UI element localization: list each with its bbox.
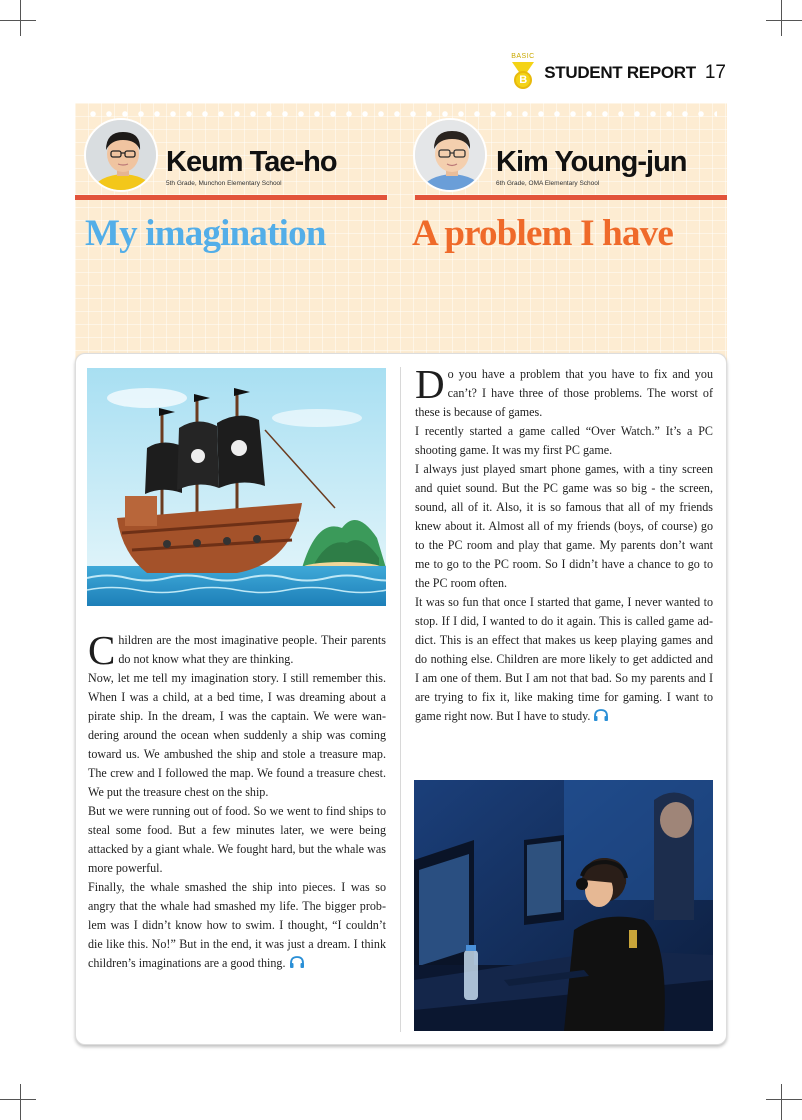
crop-mark bbox=[781, 1084, 782, 1120]
divider-rule-left bbox=[75, 195, 387, 200]
pc-room-gamer-photo bbox=[414, 780, 713, 1031]
paragraph: It was so fun that once I started that game, I never wanted to stop. If I did, I wanted to do it again. This is called game ad-dict. This is an effect that makes us keep playing games and do nothing else. Children are more likely to get addicted and I am one of them. But I am not that bad. So my parents and I are trying to fix it, like making time for gaming. I want to game right now. But I have to study. bbox=[415, 593, 713, 728]
article-title-right: A problem I have bbox=[412, 213, 673, 254]
avatar-keum-tae-ho bbox=[84, 118, 158, 192]
crop-mark bbox=[20, 1084, 21, 1120]
article-title-left: My imagination bbox=[85, 213, 326, 254]
author-name-right: Kim Young-jun bbox=[496, 146, 687, 178]
page-number: 17 bbox=[704, 62, 726, 83]
column-divider bbox=[400, 367, 401, 1032]
pirate-ship-illustration bbox=[87, 368, 386, 606]
page-header bbox=[510, 50, 726, 96]
drop-cap: C bbox=[88, 627, 116, 673]
drop-cap: D bbox=[415, 361, 445, 407]
crop-mark bbox=[766, 20, 802, 21]
author-school-left: 5th Grade, Munchon Elementary School bbox=[166, 180, 282, 187]
avatar-kim-young-jun bbox=[413, 118, 487, 192]
crop-mark bbox=[20, 0, 21, 36]
badge-label: BASIC bbox=[511, 53, 535, 60]
paragraph: Children are the most imaginative people. Their parents do not know what they are thinking. bbox=[88, 627, 386, 673]
paragraph: Finally, the whale smashed the ship into pieces. I was so angry that the whale had smashed my life. The bigger prob-lem was I didn’t know how to swim. I thought, “I couldn’t die like this. No!” But in the end, it was just a dream. I think children’s imaginations are a good thing. bbox=[88, 878, 386, 975]
panel-dot-border bbox=[85, 110, 717, 118]
crop-mark bbox=[0, 1099, 36, 1100]
paragraph: Now, let me tell my imagination story. I still remember this. When I was a child, at a bed time, I was dreaming about a pirate ship. In the dream, I was the captain. We were wan-dering around the ocean when suddenly a ship was coming toward us. We ambushed the ship and stole a treasure map. The crew and I followed the map. We found a treasure chest. We put the treasure chest on the ship. bbox=[88, 671, 386, 799]
article-body-left bbox=[88, 627, 386, 975]
paragraph: Do you have a problem that you have to fix and you can’t? I have three of those problems. The worst of these is because of games. bbox=[415, 361, 713, 419]
headphones-icon bbox=[593, 708, 609, 728]
crop-mark bbox=[781, 0, 782, 36]
divider-rule-right bbox=[415, 195, 727, 200]
article-body-right bbox=[415, 361, 713, 728]
author-school-right: 6th Grade, OMA Elementary School bbox=[496, 180, 600, 187]
author-name-left: Keum Tae-ho bbox=[166, 146, 337, 178]
headphones-icon bbox=[289, 955, 305, 975]
paragraph: But we were running out of food. So we went to find ships to steal some food. But a few minutes later, we were being attacked by a giant whale. We fought hard, but the whale was more powerful. bbox=[88, 804, 386, 875]
basic-level-badge-icon bbox=[510, 53, 536, 93]
paragraph: I recently started a game called “Over Watch.” It’s a PC shooting game. It was my first PC game. bbox=[415, 424, 713, 457]
crop-mark bbox=[0, 20, 36, 21]
section-title: STUDENT REPORT bbox=[544, 63, 696, 82]
badge-letter: B bbox=[514, 71, 532, 89]
crop-mark bbox=[766, 1099, 802, 1100]
paragraph: I always just played smart phone games, with a tiny screen and quiet sound. But the PC game was so big - the screen, sound, all of it. Also, it is so famous that all of my friends knew about it. Almost all of my friends (boys, of course) go to the PC room and play that game. My parents don’t want me to go to the PC room. So I didn’t have a chance to go to the PC room often. bbox=[415, 462, 713, 590]
